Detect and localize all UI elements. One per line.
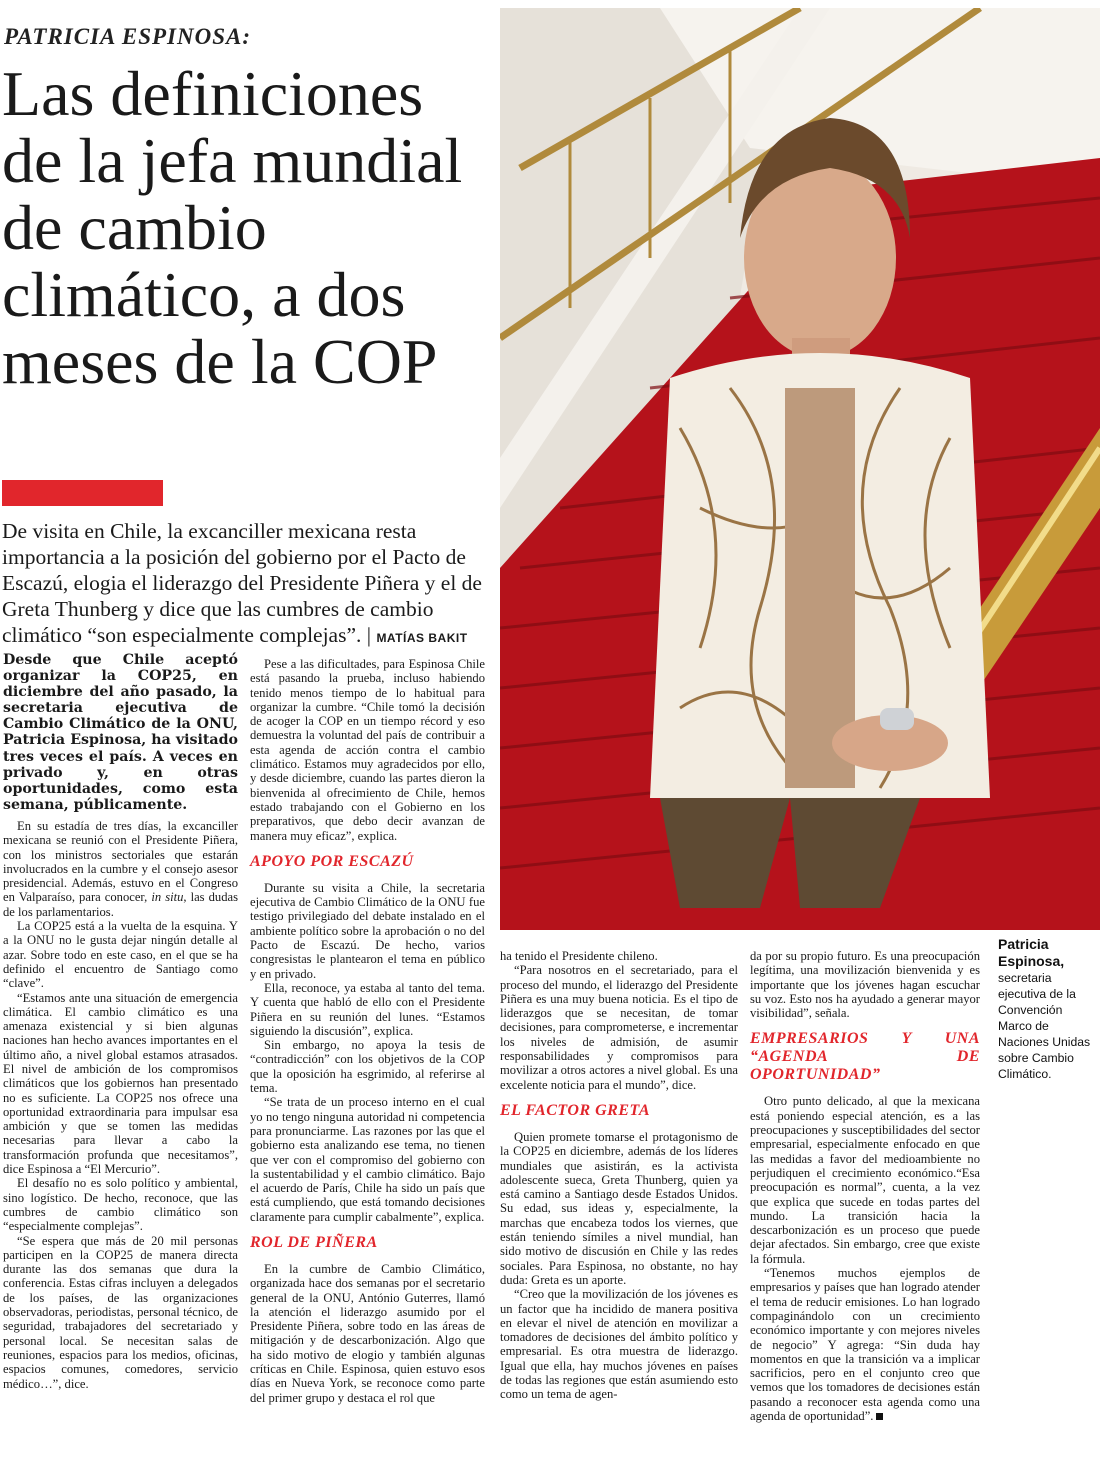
- column-4: [750, 949, 980, 1423]
- paragraph: Otro punto delicado, al que la mexicana está poniendo especial atención, es a las preocupaciones y susceptibilidades del sector empresarial, especialmente enfocado en que las medidas a favor del medioambiente no perjudiquen el crecimiento económico.“Esa preocupación es normal”, cuenta, a la vez que explica que sucede en todas partes del mundo. La transición hacia la descarbonización es un proceso que puede dejar afectados. Sin embargo, cree que existe la fórmula.: [750, 1094, 980, 1266]
- subheading-pinera: ROL DE PIÑERA: [250, 1233, 378, 1251]
- paragraph: Ella, reconoce, ya estaba al tanto del tema. Y cuenta que habló de ello con el Presidente Piñera en su reunión del lunes. “Estamos siguiendo la discusión”, explica.: [250, 980, 485, 1038]
- paragraph: El desafío no es solo político y ambiental, sino logístico. De hecho, reconoce, que las cumbres de cambio climático son “especialmente complejas”.: [3, 1176, 238, 1234]
- intro-paragraph: Desde que Chile aceptó organizar la COP25, en diciembre del año pasado, la secretaria ejecutiva de Cambio Climático de la ONU, Patricia Espinosa, ha visitado tres veces el país. A veces en privado y, en otras oportunidades, como esta semana, públicamente.: [3, 652, 238, 813]
- paragraph: Quien promete tomarse el protagonismo de la COP25 en diciembre, además de los líderes mundiales que asistirán, es la activista adolescente sueca, Greta Thunberg, quien ya está camino a Santiago desde Estados Unidos. Su edad, sus ideas y, especialmente, la marchas que encabeza todos los viernes, que están teniendo símiles a nivel mundial, han sido motivo de discusión en Chile y las redes sociales. Para Espinosa, no obstante, no hay duda: Greta es un aporte.: [500, 1129, 738, 1287]
- paragraph: “Creo que la movilización de los jóvenes es un factor que ha incidido de manera positiva en elevar el nivel de atención en movilizar a tomadores de decisiones del ámbito político y empresarial. Es otra muestra de liderazgo. Igual que ella, hay muchos jóvenes en países de todas las regiones que están asumiendo esto como un tema de agen-: [500, 1287, 738, 1402]
- paragraph: da por su propio futuro. Es una preocupación legítima, una movilización bienvenida y es importante que los jóvenes hagan escuchar su voz. Esto nos ha ayudado a generar mayor visibilidad”, señala.: [750, 949, 980, 1021]
- paragraph: ha tenido el Presidente chileno.: [500, 949, 658, 963]
- end-mark: [876, 1413, 883, 1420]
- paragraph: [3, 819, 238, 919]
- kicker: PATRICIA ESPINOSA:: [4, 24, 252, 49]
- paragraph: “Estamos ante una situación de emergencia climática. El cambio climático es una amenaza existencial y si bien algunas naciones han hecho avances importantes en el último año, a nivel global estamos atrasados. El nivel de ambición de los compromisos climáticos que los gobiernos han presentado no es suficiente. La COP25 nos ofrece una oportunidad extraordinaria para impulsar esa ambición y que se tomen las medidas necesarias para llevar a cabo la transformación profunda que necesitamos”, dice Espinosa a “El Mercurio”.: [3, 990, 238, 1177]
- portrait-photo: [500, 8, 1100, 930]
- column-1: [3, 652, 238, 1391]
- paragraph: “Para nosotros en el secretariado, para el proceso del mundo, el liderazgo del Presidente Piñera es una muy buena noticia. Es el tipo de liderazgos que se necesitan, de tomar decisiones, para comprometerse, e incrementar los niveles de admisión, de asumir responsabilidades y compromisos para movilizar a otros actores a nivel global. Es una excelente noticia para el mundo”, dice.: [500, 963, 738, 1092]
- accent-bar: [2, 480, 163, 506]
- caption-text: secretaria ejecutiva de la Convención Marco de Naciones Unidas sobre Cambio Climático.: [998, 971, 1091, 1081]
- subheading-empresarios: EMPRESARIOS Y UNA “AGENDA DE OPORTUNIDAD”: [750, 1030, 980, 1084]
- portrait-illustration: [500, 8, 1100, 930]
- photo-caption: [998, 936, 1098, 1082]
- column-2: [250, 657, 485, 1405]
- byline: MATÍAS BAKIT: [376, 631, 468, 645]
- paragraph: “Se espera que más de 20 mil personas participen en la COP25 de manera directa durante las dos semanas que dura la conferencia. Estas cifras incluyen a delegados de los países, de las organizaciones observadoras, periodistas, personal técnico, de seguridad, trabajadores del secretariado y personal local. Se necesitan salas de reuniones, espacios para los medios, oficinas, espacios comunes, comedores, servicio médico…”, dice.: [3, 1233, 238, 1391]
- paragraph-text: , las dudas de los parlamentarios.: [3, 890, 239, 919]
- subheading-greta: EL FACTOR GRETA: [500, 1101, 651, 1119]
- paragraph-text: En su estadía de tres días, la excanciller mexicana se reunió con el Presidente Piñera, con los ministros sectoriales que estarán involucrados en la cumbre y el consejo asesor presidencial. Además, estuvo en el Congreso en Valparaíso, para conocer,: [3, 818, 238, 905]
- paragraph-text: “Tenemos muchos ejemplos de empresarios y países que han logrado atender el tema de reducir emisiones. Lo han logrado compaginándolo con un crecimiento económico importante y con mejores niveles de negocio” Y agrega: “Sin duda hay momentos en que la transición va a implicar sacrificios, pero en el conjunto creo que vemos que los tomadores de decisiones están pasando a reconocer esta agenda como una agenda de oportunidad”.: [750, 1266, 980, 1424]
- paragraph: En la cumbre de Cambio Climático, organizada hace dos semanas por el secretario general de la ONU, António Guterres, llamó la atención el liderazgo asumido por el Presidente Piñera, sobre todo en las áreas de mitigación y de descarbonización. Algo que ha sido motivo de elogio y también algunas críticas en Chile. Espinosa, quien estuvo esos días en Nueva York, se reconoce como parte del primer grupo y destaca el rol que: [250, 1261, 485, 1405]
- paragraph: Pese a las dificultades, para Espinosa Chile está pasando la prueba, incluso habiendo tenido menos tiempo de lo habitual para organizar la cumbre. “Chile tomó la decisión de acoger la COP en un tiempo récord y eso demuestra la voluntad del país de contribuir a esta agenda de acción contra el cambio climático. Estamos muy agradecidos por ello, y desde diciembre, cuando las partes dieron la bienvenida al ofrecimiento de Chile, hemos estado trabajando con el Gobierno en los preparativos, que debo decir avanzan de manera muy eficaz”, explica.: [250, 657, 485, 843]
- lede-text: De visita en Chile, la excanciller mexicana resta importancia a la posición del gobierno por el Pacto de Escazú, elogia el liderazgo del Presidente Piñera y el de Greta Thunberg y dice que las cumbres de cambio climático “son especialmente complejas”. |: [2, 519, 482, 647]
- paragraph: “Se trata de un proceso interno en el cual yo no tengo ninguna autoridad ni competencia para pronunciarme. Las razones por las que el gobierno esta analizando ese tema, no tienen que ver con el compromiso del gobierno con la sustentabilidad y el cambio climático. Bajo el acuerdo de París, Chile ha sido un país que está cumpliendo, que está tomando decisiones claramente para cumplir cabalmente”, explica.: [250, 1095, 485, 1224]
- subheading-escazu: APOYO POR ESCAZÚ: [250, 852, 414, 870]
- paragraph: Durante su visita a Chile, la secretaria ejecutiva de Cambio Climático de la ONU fue testigo privilegiado del debate instalado en el ambiente político sobre la aprobación o no del Pacto de Escazú. De hecho, varios congresistas le plantearon el tema en público y en privado.: [250, 880, 485, 981]
- caption-name: Patricia Espinosa,: [998, 936, 1065, 969]
- headline: Las definiciones de la jefa mundial de cambio climático, a dos meses de la COP: [2, 58, 463, 397]
- lede: [2, 518, 490, 651]
- column-3: [500, 949, 738, 1402]
- paragraph: Sin embargo, no apoya la tesis de “contradicción” con los objetivos de la COP que la oposición ha esgrimido, al referirse al tema.: [250, 1038, 485, 1096]
- paragraph: [750, 1266, 980, 1423]
- paragraph: La COP25 está a la vuelta de la esquina. Y a la ONU no le gusta dejar ningún detalle al azar. Sobre todo en este caso, en el que se ha definido el encuentro de Santiago como “clave”.: [3, 919, 238, 991]
- paragraph-italic: in situ: [151, 890, 184, 905]
